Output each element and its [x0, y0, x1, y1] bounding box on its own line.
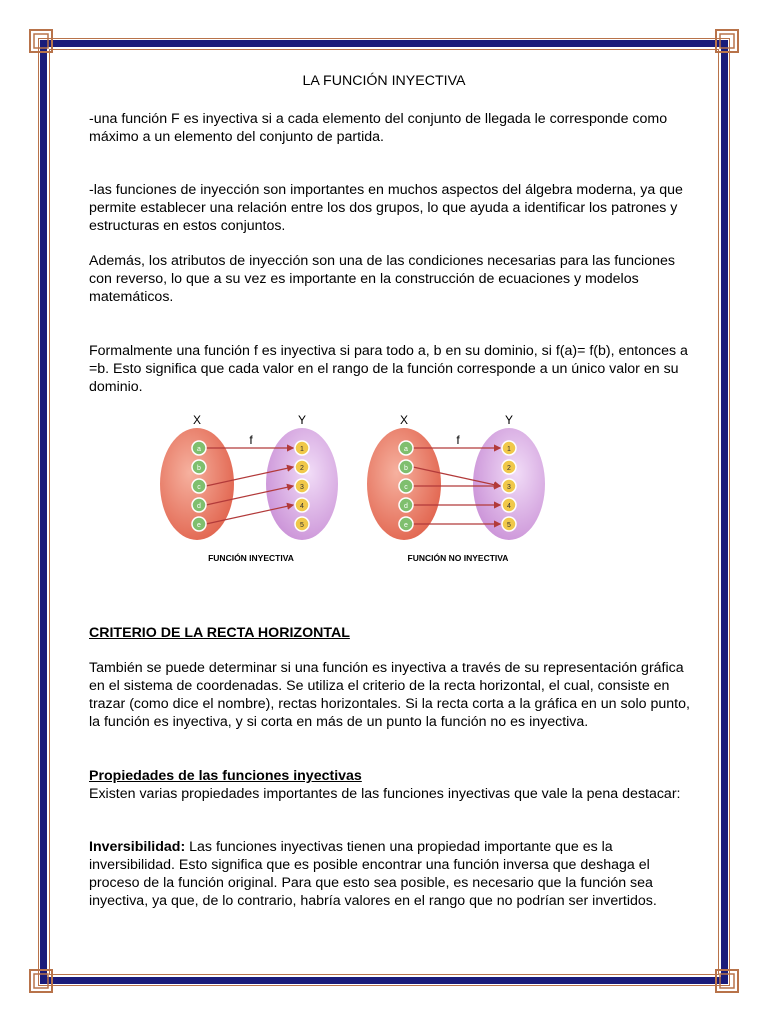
codomain-node-label: 3	[507, 484, 511, 491]
diagram-caption: FUNCIÓN NO INYECTIVA	[407, 553, 509, 563]
domain-node-label: a	[197, 446, 201, 453]
domain-node-label: c	[197, 484, 201, 491]
codomain-node-label: 3	[300, 484, 304, 491]
inversibility-text: Las funciones inyectivas tienen una propiedad importante que es la inversibilidad. Esto significa que es posible encontrar una función inversa que deshaga el proceso de la función original. Para que esto sea posible, es necesario que la función sea inyectiva, ya que, de lo contrario, habría valores en el rango que no podrían ser invertidos.	[89, 839, 657, 909]
codomain-node-label: 5	[300, 522, 304, 529]
set-y-label: Y	[504, 413, 514, 427]
codomain-node-label: 1	[300, 446, 304, 453]
domain-node-label: b	[404, 465, 408, 472]
domain-node-label: e	[404, 522, 408, 529]
domain-node-label: e	[197, 522, 201, 529]
domain-node-label: b	[197, 465, 201, 472]
domain-node-label: c	[404, 484, 408, 491]
codomain-node-label: 2	[507, 465, 511, 472]
codomain-node-label: 4	[507, 503, 511, 510]
codomain-node-label: 4	[300, 503, 304, 510]
codomain-node-label: 1	[507, 446, 511, 453]
term-inversibility: Inversibilidad:	[89, 839, 186, 855]
diagram-caption: FUNCIÓN INYECTIVA	[208, 553, 294, 563]
function-label: f	[249, 433, 253, 447]
function-label: f	[456, 433, 460, 447]
corner-ornament-bottom-left	[28, 966, 56, 994]
corner-ornament-top-left	[28, 28, 56, 56]
set-y-label: Y	[297, 413, 307, 427]
corner-ornament-bottom-right	[712, 966, 740, 994]
paragraph-formal-definition: Formalmente una función f es inyectiva si para todo a, b en su dominio, si f(a)= f(b), entonces a =b. Esto significa que cada valor en el rango de la función corresponde a un único valor en su dominio.	[89, 343, 688, 395]
paragraph-inversibility	[89, 838, 701, 910]
codomain-node-label: 2	[300, 465, 304, 472]
diagram-non-injective	[362, 408, 562, 573]
paragraph-definition: -una función F es inyectiva si a cada elemento del conjunto de llegada le corresponde como máximo a un elemento del conjunto de partida.	[89, 111, 668, 145]
section-heading-properties: Propiedades de las funciones inyectivas	[89, 768, 362, 784]
paragraph-attributes: Además, los atributos de inyección son una de las condiciones necesarias para las funciones con reverso, lo que a su vez es importante en la construcción de ecuaciones y modelos matemáticos.	[89, 253, 675, 305]
paragraph-importance: -las funciones de inyección son importantes en muchos aspectos del álgebra moderna, ya que permite establecer una relación entre los dos grupos, lo que ayuda a identificar los patrones y estructuras en estos conjuntos.	[89, 182, 683, 234]
injective-function-diagram	[155, 408, 345, 568]
codomain-node-label: 5	[507, 522, 511, 529]
corner-ornament-top-right	[712, 28, 740, 56]
domain-node-label: d	[404, 503, 408, 510]
set-x-label: X	[399, 413, 409, 427]
set-x-label: X	[192, 413, 202, 427]
domain-node-label: d	[197, 503, 201, 510]
section-heading-horizontal-line: CRITERIO DE LA RECTA HORIZONTAL	[89, 625, 350, 641]
paragraph-horizontal-line: También se puede determinar si una función es inyectiva a través de su representación gráfica en el sistema de coordenadas. Se utiliza el criterio de la recta horizontal, el cual, consiste en trazar (como dice el nombre), rectas horizontales. Si la recta corta a la gráfica en un solo punto, la función es inyectiva, y si corta en más de un punto la función no es inyectiva.	[89, 660, 690, 730]
document-title: LA FUNCIÓN INYECTIVA	[302, 73, 466, 89]
diagram-injective	[155, 408, 345, 573]
paragraph-properties: Existen varias propiedades importantes de las funciones inyectivas que vale la pena destacar:	[89, 786, 681, 802]
domain-node-label: a	[404, 446, 408, 453]
non-injective-function-diagram	[362, 408, 562, 568]
